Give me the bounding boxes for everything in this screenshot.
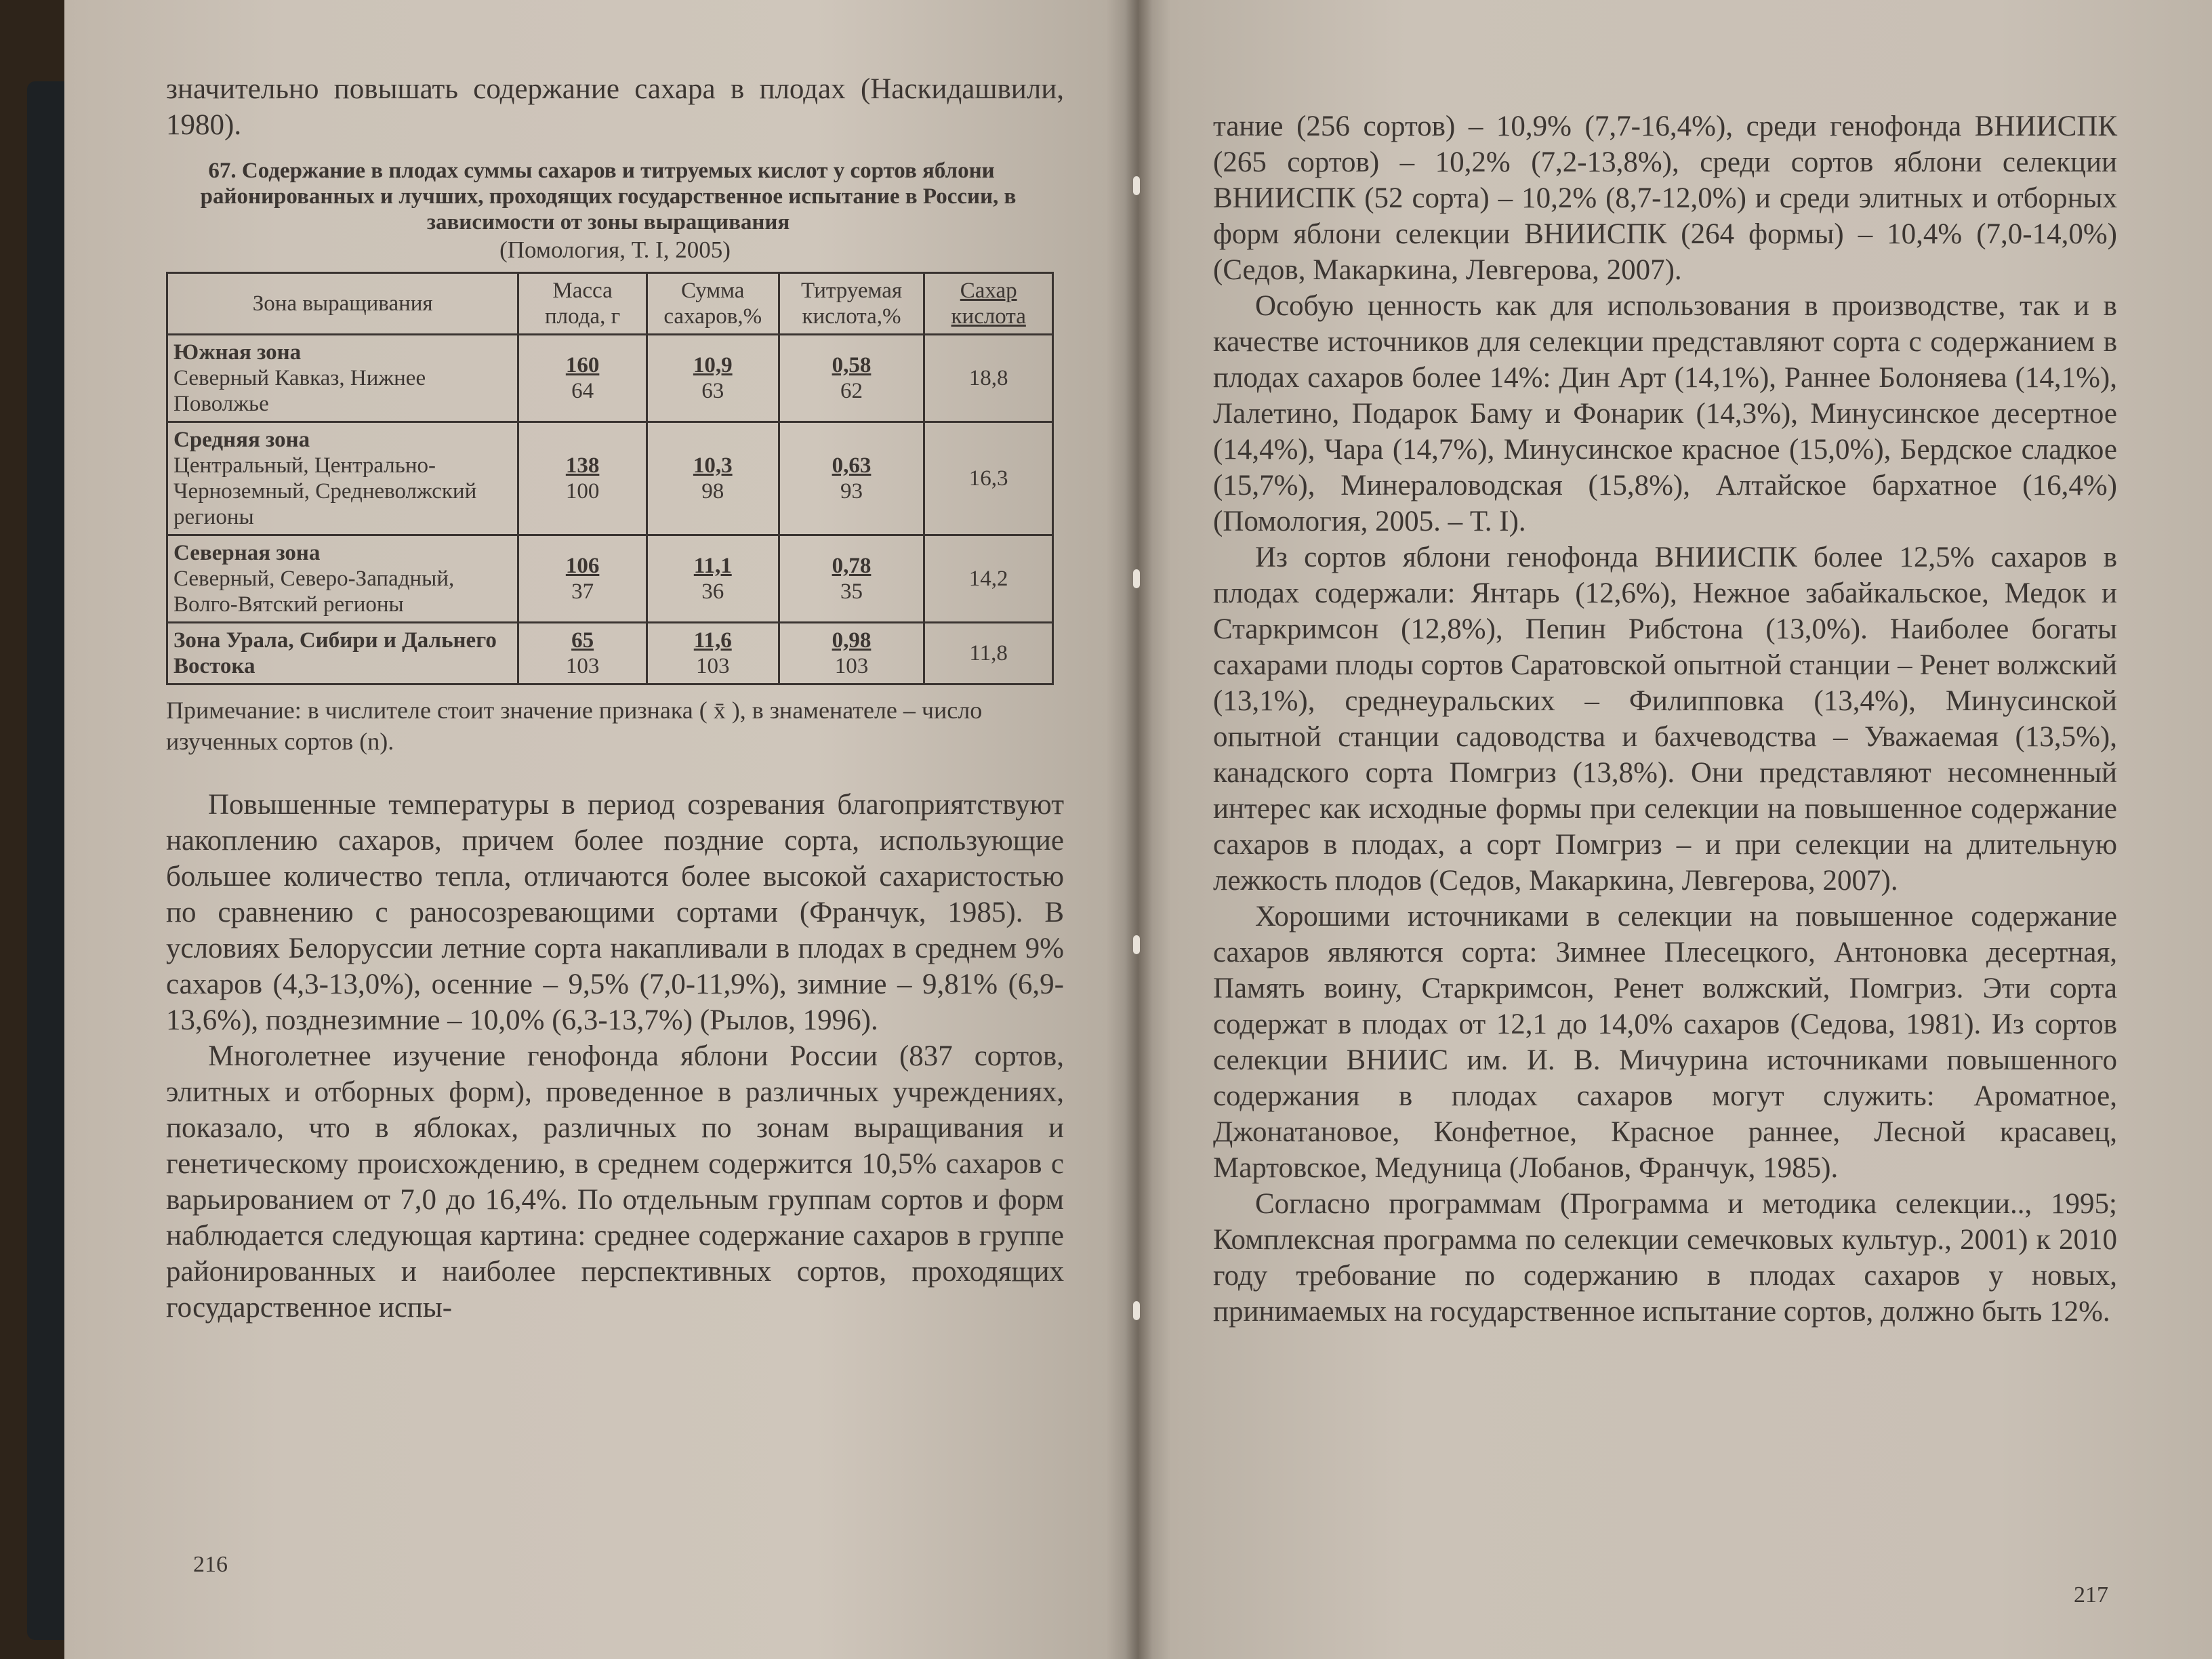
header-acid: Титруемая кислота,% xyxy=(779,273,924,335)
mass-cell xyxy=(518,535,647,623)
mass-cell xyxy=(518,422,647,535)
table-number: 67. xyxy=(208,159,237,183)
zone-name: Зона Урала, Сибири и Дальнего Востока xyxy=(173,628,497,678)
page-number-left: 216 xyxy=(193,1552,228,1577)
zone-regions: Северный, Северо-Западный, Волго-Вятский регионы xyxy=(173,567,455,617)
table-title-text: Содержание в плодах суммы сахаров и титруемых кислот у сортов яблони районированных и лучших, проходящих государственное испытание в России, в зависимости от зоны выращивания xyxy=(200,159,1017,234)
acid-value: 0,58 xyxy=(832,353,872,377)
mass-value: 160 xyxy=(565,353,600,377)
zone-name: Северная зона xyxy=(173,541,321,565)
ratio-cell: 16,3 xyxy=(924,422,1053,535)
acid-count: 62 xyxy=(840,379,863,403)
binding-stitch xyxy=(1133,1301,1140,1320)
sugar-count: 63 xyxy=(701,379,724,403)
table-source: (Помология, Т. I, 2005) xyxy=(499,237,731,263)
zone-name: Средняя зона xyxy=(173,428,310,452)
header-ratio xyxy=(924,273,1053,335)
table-row xyxy=(167,422,1053,535)
acid-count: 35 xyxy=(840,579,863,604)
acid-value: 0,98 xyxy=(832,628,872,653)
mass-count: 103 xyxy=(565,654,600,678)
right-paragraph-1: тание (256 сортов) – 10,9% (7,7-16,4%), среди генофонда ВНИИСПК (265 сортов) – 10,2% (7,2-13,8%), среди сортов яблони селекции ВНИИСПК (52 сорта) – 10,2% (8,7-12,0%) и среди элитных и отборных форм яблони селекции ВНИИСПК (264 формы) – 10,4% (7,0-14,0%) (Седов, Макаркина, Левгерова, 2007). xyxy=(1213,110,2117,286)
sugar-count: 98 xyxy=(701,479,724,504)
sugar-value: 10,3 xyxy=(693,453,733,478)
header-mass: Масса плода, г xyxy=(518,273,647,335)
table-header-row xyxy=(167,273,1053,335)
zone-cell xyxy=(167,623,518,684)
acid-cell xyxy=(779,623,924,684)
header-sugar: Сумма сахаров,% xyxy=(647,273,779,335)
ratio-cell: 11,8 xyxy=(924,623,1053,684)
sugar-value: 10,9 xyxy=(693,353,733,377)
book-gutter xyxy=(1125,0,1152,1659)
zone-cell xyxy=(167,535,518,623)
table-title xyxy=(166,158,1050,235)
acid-value: 0,78 xyxy=(832,554,872,578)
right-paragraph-2: Особую ценность как для использования в производстве, так и в качестве источников для селекции представляют сорта с содержанием в плодах сахаров более 14%: Дин Арт (14,1%), Раннее Болоняева (14,1%), Лалетино, Подарок Баму и Фонарик (14,3%), Минусинское десертное (14,4%), Чара (14,7%), Минусинское красное (15,0%), Бердское сладкое (15,7%), Минераловодская (15,8%), Алтайское бархатное (16,4%) (Помология, 2005. – Т. I). xyxy=(1213,290,2117,537)
acid-cell xyxy=(779,422,924,535)
binding-stitch xyxy=(1133,176,1140,195)
acid-count: 103 xyxy=(834,654,869,678)
table-row xyxy=(167,623,1053,684)
right-paragraph-3: Из сортов яблони генофонда ВНИИСПК более 12,5% сахаров в плодах содержали: Янтарь (12,6%), Нежное забайкальское, Медок и Старкримсон (12,8%), Пепин Рибстона (13,0%). Наиболее богаты сахарами плоды сортов Саратовской опытной станции – Ренет волжский (13,1%), среднеуральских – Филипповка (13,4%), Минусинской опытной станции садоводства и бахчеводства – Уважаемая (13,5%), канадского сорта Помгриз (13,8%). Они представляют несомненный интерес как исходные формы при селекции на повышенное содержание сахаров в плодах, а сорт Помгриз – и при селекции на длительную лежкость плодов (Седов, Макаркина, Левгерова, 2007). xyxy=(1213,541,2117,897)
sugar-count: 36 xyxy=(701,579,724,604)
zone-cell xyxy=(167,335,518,422)
header-ratio-bottom: кислота xyxy=(951,304,1026,329)
right-paragraph-5: Согласно программам (Программа и методика селекции.., 1995; Комплексная программа по селекции семечковых культур., 2001) к 2010 году требование по содержанию в плодах сахаров у новых, принимаемых на государственное испытание сортов, должно быть 12%. xyxy=(1213,1188,2117,1328)
left-page xyxy=(64,0,1139,1659)
sugar-value: 11,1 xyxy=(693,554,732,578)
mass-value: 138 xyxy=(565,453,600,478)
header-ratio-top: Сахар xyxy=(960,279,1017,303)
sugar-cell xyxy=(647,335,779,422)
binding-stitch xyxy=(1133,569,1140,588)
mass-cell xyxy=(518,335,647,422)
binding-stitch xyxy=(1133,935,1140,954)
sugar-cell xyxy=(647,422,779,535)
zone-name: Южная зона xyxy=(173,340,302,365)
acid-value: 0,63 xyxy=(832,453,872,478)
table-note: Примечание: в числителе стоит значение признака ( x̄ ), в знаменателе – число изученных сортов (n). xyxy=(166,697,983,755)
left-paragraph-2: Многолетнее изучение генофонда яблони России (837 сортов, элитных и отборных форм), проведенное в различных учреждениях, показало, что в яблоках, различных по зонам выращивания и генетическому происхождению, в среднем содержится 10,5% сахаров с варьированием от 7,0 до 16,4%. По отдельным группам сортов и форм наблюдается следующая картина: среднее содержание сахаров в группе районированных и наиболее перспективных сортов, проходящих государственное испы- xyxy=(166,1040,1064,1324)
mass-value: 106 xyxy=(565,554,600,578)
ratio-cell: 18,8 xyxy=(924,335,1053,422)
sugar-cell xyxy=(647,623,779,684)
mass-count: 64 xyxy=(571,379,594,403)
table-row xyxy=(167,535,1053,623)
mass-count: 37 xyxy=(571,579,594,604)
sugar-acid-table xyxy=(166,272,1054,685)
sugar-cell xyxy=(647,535,779,623)
mass-cell xyxy=(518,623,647,684)
sugar-count: 103 xyxy=(695,654,730,678)
mass-value: 65 xyxy=(571,628,594,653)
table-row xyxy=(167,335,1053,422)
header-zone: Зона выращивания xyxy=(167,273,518,335)
acid-count: 93 xyxy=(840,479,863,504)
left-intro-text: значительно повышать содержание сахара в плодах (Наскидашвили, 1980). xyxy=(166,73,1064,141)
acid-cell xyxy=(779,535,924,623)
zone-cell xyxy=(167,422,518,535)
sugar-value: 11,6 xyxy=(693,628,732,653)
zone-regions: Центральный, Центрально-Черноземный, Средневолжский регионы xyxy=(173,453,477,529)
mass-count: 100 xyxy=(565,479,600,504)
right-paragraph-4: Хорошими источниками в селекции на повышенное содержание сахаров являются сорта: Зимнее Плесецкого, Антоновка десертная, Память воину, Старкримсон, Ренет волжский, Помгриз. Эти сорта содержат в плодах от 12,1 до 14,0% сахаров (Седова, 1981). Из сортов селекции ВНИИС им. И. В. Мичурина источниками повышенного содержания в плодах сахаров могут служить: Ароматное, Джонатановое, Конфетное, Красное раннее, Лесной красавец, Мартовское, Медуница (Лобанов, Франчук, 1985). xyxy=(1213,901,2117,1184)
left-paragraph-1: Повышенные температуры в период созревания благоприятствуют накоплению сахаров, причем более поздние сорта, использующие большее количество тепла, отличаются более высокой сахаристостью по сравнению с раносозревающими сортами (Франчук, 1985). В условиях Белоруссии летние сорта накапливали в плодах в среднем 9% сахаров (4,3-13,0%), осенние – 9,5% (7,0-11,9%), зимние – 9,81% (6,9-13,6%), позднезимние – 10,0% (6,3-13,7%) (Рылов, 1996). xyxy=(166,789,1064,1036)
page-number-right: 217 xyxy=(2074,1582,2108,1607)
zone-regions: Северный Кавказ, Нижнее Поволжье xyxy=(173,366,426,416)
right-page xyxy=(1139,0,2212,1659)
ratio-cell: 14,2 xyxy=(924,535,1053,623)
acid-cell xyxy=(779,335,924,422)
